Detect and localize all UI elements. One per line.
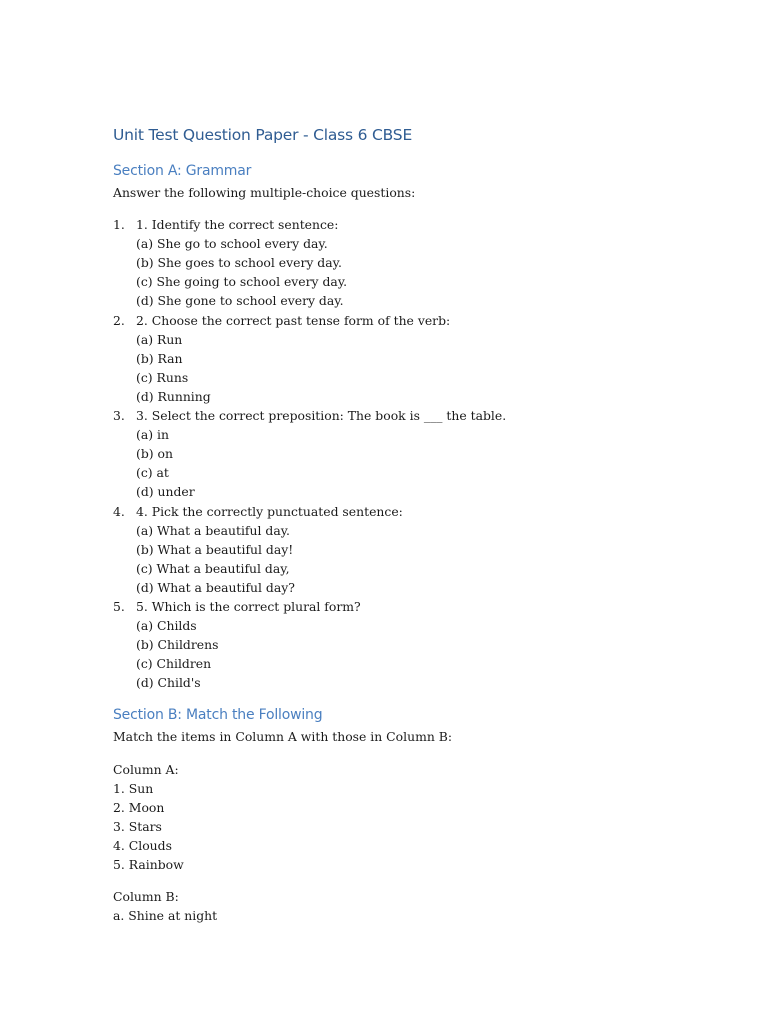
question-item [113, 311, 673, 406]
option: (d) under [136, 484, 195, 500]
document-page [113, 122, 673, 925]
section-a-heading: Section A: Grammar [113, 163, 252, 179]
option: (c) at [136, 465, 169, 481]
question-item [113, 597, 673, 692]
question-number: 3. [113, 408, 125, 424]
option: (d) Running [136, 388, 211, 404]
option: (d) Child's [136, 675, 201, 691]
question-number: 1. [113, 217, 125, 233]
option: (d) She gone to school every day. [136, 293, 344, 309]
column-a-item: 2. Moon [113, 799, 165, 815]
question-number: 2. [113, 312, 125, 328]
question-text: 2. Choose the correct past tense form of the verb: [136, 312, 451, 328]
option: (c) She going to school every day. [136, 274, 348, 290]
option: (d) What a beautiful day? [136, 579, 295, 595]
column-b-item: a. Shine at night [113, 908, 218, 924]
option: (a) She go to school every day. [136, 236, 328, 252]
column-b-label: Column B: [113, 889, 179, 905]
question-list [113, 215, 673, 692]
question-text: 4. Pick the correctly punctuated sentence: [136, 503, 403, 519]
question-item [113, 502, 673, 597]
option: (a) What a beautiful day. [136, 522, 290, 538]
option: (a) in [136, 427, 169, 443]
question-item [113, 406, 673, 501]
column-a-item: 4. Clouds [113, 837, 172, 853]
section-b-intro: Match the items in Column A with those in Column B: [113, 729, 453, 745]
column-a-item: 1. Sun [113, 780, 154, 796]
question-text: 3. Select the correct preposition: The book is ___ the table. [136, 408, 507, 424]
option: (b) on [136, 446, 173, 462]
option: (b) She goes to school every day. [136, 255, 342, 271]
option: (b) What a beautiful day! [136, 541, 294, 557]
section-a-intro: Answer the following multiple-choice questions: [113, 185, 416, 200]
option: (a) Run [136, 331, 183, 347]
section-b-heading: Section B: Match the Following [113, 707, 323, 724]
question-number: 4. [113, 503, 125, 519]
column-a [113, 760, 673, 875]
option: (a) Childs [136, 618, 197, 634]
column-a-label: Column A: [113, 761, 179, 777]
question-number: 5. [113, 598, 125, 614]
column-b [113, 887, 673, 925]
column-a-item: 5. Rainbow [113, 857, 184, 872]
question-text: 5. Which is the correct plural form? [136, 598, 361, 614]
option: (b) Childrens [136, 637, 219, 653]
option: (c) What a beautiful day, [136, 560, 290, 576]
option: (c) Children [136, 656, 212, 672]
question-item [113, 215, 673, 310]
option: (c) Runs [136, 369, 189, 385]
page-title: Unit Test Question Paper - Class 6 CBSE [113, 126, 413, 144]
option: (b) Ran [136, 350, 183, 366]
question-text: 1. Identify the correct sentence: [136, 217, 339, 233]
column-a-item: 3. Stars [113, 818, 162, 834]
